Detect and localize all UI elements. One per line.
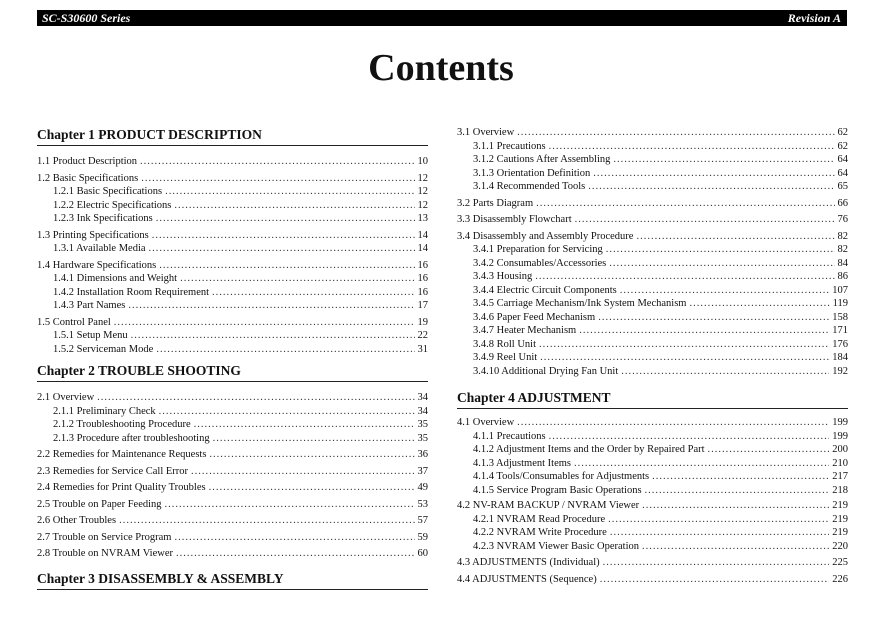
toc-entry[interactable]: 2.1.3 Procedure after troubleshooting ..... 35	[37, 432, 428, 446]
chapter-heading-3[interactable]: Chapter 3 DISASSEMBLY & ASSEMBLY	[37, 571, 428, 590]
chapter-heading-1[interactable]: Chapter 1 PRODUCT DESCRIPTION	[37, 127, 428, 146]
toc-entry[interactable]: 1.2.3 Ink Specifications ..... 13	[37, 212, 428, 226]
toc-entry[interactable]: 2.5 Trouble on Paper Feeding ..... 53	[37, 498, 428, 512]
toc-entry[interactable]: 4.1.5 Service Program Basic Operations ..... 218	[457, 484, 848, 498]
toc-entry[interactable]: 1.2 Basic Specifications ..... 12	[37, 172, 428, 186]
toc-entry[interactable]: 1.5.1 Setup Menu ..... 22	[37, 329, 428, 343]
toc-entry[interactable]: 2.7 Trouble on Service Program ..... 59	[37, 531, 428, 545]
toc-entry[interactable]: 3.4.2 Consumables/Accessories ..... 84	[457, 257, 848, 271]
toc-entry[interactable]: 2.1 Overview ..... 34	[37, 391, 428, 405]
toc-entry[interactable]: 3.3 Disassembly Flowchart ..... 76	[457, 213, 848, 227]
toc-entry[interactable]: 2.6 Other Troubles ..... 57	[37, 514, 428, 528]
toc-entry[interactable]: 3.4.6 Paper Feed Mechanism ..... 158	[457, 311, 848, 325]
toc-entry[interactable]: 4.1 Overview ..... 199	[457, 416, 848, 430]
chapter-heading-4[interactable]: Chapter 4 ADJUSTMENT	[457, 390, 848, 409]
toc-entry[interactable]: 4.1.4 Tools/Consumables for Adjustments ..... 217	[457, 470, 848, 484]
toc-entry[interactable]: 4.1.1 Precautions ..... 199	[457, 430, 848, 444]
toc-entry[interactable]: 2.1.1 Preliminary Check ..... 34	[37, 405, 428, 419]
toc-entry[interactable]: 1.4.3 Part Names ..... 17	[37, 299, 428, 313]
chapter-heading-2[interactable]: Chapter 2 TROUBLE SHOOTING	[37, 363, 428, 382]
toc-entry[interactable]: 3.4.8 Roll Unit ..... 176	[457, 338, 848, 352]
toc-entry[interactable]: 1.4.2 Installation Room Requirement ..... 16	[37, 286, 428, 300]
toc-entry[interactable]: 4.2.1 NVRAM Read Procedure ..... 219	[457, 513, 848, 527]
toc-entry[interactable]: 3.1.2 Cautions After Assembling ..... 64	[457, 153, 848, 167]
toc-entry[interactable]: 2.8 Trouble on NVRAM Viewer ..... 60	[37, 547, 428, 561]
toc-left-column	[37, 126, 428, 590]
toc-entry[interactable]: 3.4.4 Electric Circuit Components ..... 107	[457, 284, 848, 298]
toc-entry[interactable]: 3.4.10 Additional Drying Fan Unit ..... 192	[457, 365, 848, 379]
toc-entry[interactable]: 3.4.9 Reel Unit ..... 184	[457, 351, 848, 365]
toc-entry[interactable]: 3.1.1 Precautions ..... 62	[457, 140, 848, 154]
toc-entry[interactable]: 1.4.1 Dimensions and Weight ..... 16	[37, 272, 428, 286]
toc-entry[interactable]: 2.2 Remedies for Maintenance Requests ..... 36	[37, 448, 428, 462]
page-title: Contents	[368, 47, 514, 89]
toc-entry[interactable]: 4.2 NV-RAM BACKUP / NVRAM Viewer ..... 219	[457, 499, 848, 513]
toc-entry[interactable]: 3.1 Overview ..... 62	[457, 126, 848, 140]
toc-entry[interactable]: 2.4 Remedies for Print Quality Troubles ..... 49	[37, 481, 428, 495]
toc-entry[interactable]: 4.3 ADJUSTMENTS (Individual) ..... 225	[457, 556, 848, 570]
toc-entry[interactable]: 4.2.3 NVRAM Viewer Basic Operation ..... 220	[457, 540, 848, 554]
toc-entry[interactable]: 3.4.3 Housing ..... 86	[457, 270, 848, 284]
toc-entry[interactable]: 1.5 Control Panel ..... 19	[37, 316, 428, 330]
toc-entry[interactable]: 2.3 Remedies for Service Call Error ..... 37	[37, 465, 428, 479]
toc-entry[interactable]: 1.4 Hardware Specifications ..... 16	[37, 259, 428, 273]
toc-entry[interactable]: 1.3.1 Available Media ..... 14	[37, 242, 428, 256]
toc-entry[interactable]: 1.5.2 Serviceman Mode ..... 31	[37, 343, 428, 357]
toc-entry[interactable]: 4.1.2 Adjustment Items and the Order by Repaired Part ..... 200	[457, 443, 848, 457]
toc-entry[interactable]: 4.2.2 NVRAM Write Procedure ..... 219	[457, 526, 848, 540]
toc-entry[interactable]: 2.1.2 Troubleshooting Procedure ..... 35	[37, 418, 428, 432]
toc-entry[interactable]: 3.2 Parts Diagram ..... 66	[457, 197, 848, 211]
toc-entry[interactable]: 3.1.3 Orientation Definition ..... 64	[457, 167, 848, 181]
toc-entry[interactable]: 3.4.5 Carriage Mechanism/Ink System Mechanism ..... 119	[457, 297, 848, 311]
series-name: SC-S30600 Series	[42, 11, 131, 25]
toc-entry[interactable]: 4.1.3 Adjustment Items ..... 210	[457, 457, 848, 471]
header-bar	[37, 10, 847, 26]
toc-entry[interactable]: 3.4.7 Heater Mechanism ..... 171	[457, 324, 848, 338]
toc-entry[interactable]: 1.2.2 Electric Specifications ..... 12	[37, 199, 428, 213]
toc-right-column	[457, 126, 848, 586]
toc-entry[interactable]: 1.3 Printing Specifications ..... 14	[37, 229, 428, 243]
toc-entry[interactable]: 4.4 ADJUSTMENTS (Sequence) ..... 226	[457, 573, 848, 587]
toc-entry[interactable]: 3.4 Disassembly and Assembly Procedure ..... 82	[457, 230, 848, 244]
toc-entry[interactable]: 3.1.4 Recommended Tools ..... 65	[457, 180, 848, 194]
toc-entry[interactable]: 1.2.1 Basic Specifications ..... 12	[37, 185, 428, 199]
toc-entry[interactable]: 1.1 Product Description ..... 10	[37, 155, 428, 169]
revision-label: Revision A	[787, 11, 841, 25]
toc-entry[interactable]: 3.4.1 Preparation for Servicing ..... 82	[457, 243, 848, 257]
